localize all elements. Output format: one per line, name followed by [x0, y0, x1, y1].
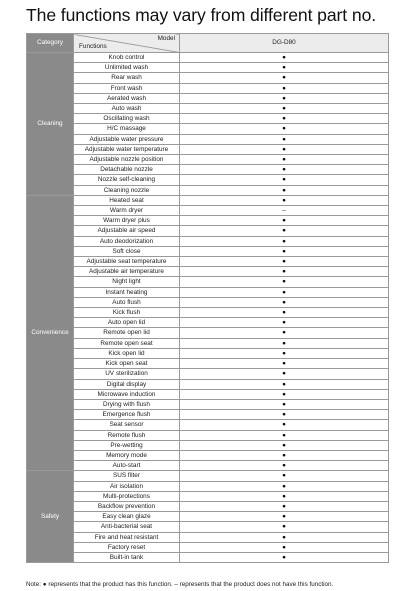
function-cell: Kick open lid [74, 348, 180, 358]
table-row [27, 206, 389, 216]
has-function-dot: ● [180, 532, 389, 542]
table-row [27, 430, 389, 440]
table-row [27, 308, 389, 318]
has-function-dot: ● [180, 104, 389, 114]
table-row [27, 522, 389, 532]
table-row [27, 481, 389, 491]
table-row [27, 246, 389, 256]
table-row [27, 226, 389, 236]
has-function-dot: ● [180, 175, 389, 185]
table-header-row [27, 34, 389, 53]
function-cell: Rear wash [74, 73, 180, 83]
function-cell: Warm dryer [74, 206, 180, 216]
function-cell: Oscillating wash [74, 114, 180, 124]
has-function-dot: ● [180, 348, 389, 358]
function-cell: Auto deodorization [74, 236, 180, 246]
function-cell: Knob control [74, 53, 180, 63]
function-cell: Adjustable water pressure [74, 134, 180, 144]
model-functions-header [74, 34, 180, 53]
has-function-dot: ● [180, 195, 389, 205]
table-row [27, 410, 389, 420]
table-row [27, 124, 389, 134]
table-row [27, 267, 389, 277]
function-cell: Auto flush [74, 297, 180, 307]
table-row [27, 491, 389, 501]
function-cell: Heated seat [74, 195, 180, 205]
function-cell: Soft close [74, 246, 180, 256]
function-cell: Remote flush [74, 430, 180, 440]
has-function-dot: ● [180, 246, 389, 256]
table-row [27, 53, 389, 63]
function-cell: Digital display [74, 379, 180, 389]
table-row [27, 542, 389, 552]
page-title: The functions may vary from different part no. [26, 5, 377, 25]
has-function-dot: ● [180, 450, 389, 460]
function-cell: Backflow prevention [74, 501, 180, 511]
function-cell: Anti-bacterial seat [74, 522, 180, 532]
table-row [27, 63, 389, 73]
function-cell: Seat sensor [74, 420, 180, 430]
no-function-dash: – [180, 206, 389, 216]
has-function-dot: ● [180, 114, 389, 124]
function-cell: Fire and heat resistant [74, 532, 180, 542]
has-function-dot: ● [180, 287, 389, 297]
table-row [27, 328, 389, 338]
category-cell: Safety [27, 471, 74, 563]
table-row [27, 114, 389, 124]
function-table [26, 33, 389, 563]
table-row [27, 389, 389, 399]
table-row [27, 379, 389, 389]
table-row [27, 359, 389, 369]
has-function-dot: ● [180, 542, 389, 552]
table-row [27, 195, 389, 205]
has-function-dot: ● [180, 134, 389, 144]
has-function-dot: ● [180, 410, 389, 420]
table-row [27, 277, 389, 287]
has-function-dot: ● [180, 83, 389, 93]
has-function-dot: ● [180, 552, 389, 562]
function-cell: Factory reset [74, 542, 180, 552]
function-cell: Auto wash [74, 104, 180, 114]
table-row [27, 318, 389, 328]
table-row [27, 461, 389, 471]
has-function-dot: ● [180, 420, 389, 430]
has-function-dot: ● [180, 155, 389, 165]
table-row [27, 287, 389, 297]
function-cell: Microwave induction [74, 389, 180, 399]
table-row [27, 134, 389, 144]
function-cell: Kick flush [74, 308, 180, 318]
has-function-dot: ● [180, 359, 389, 369]
table-row [27, 297, 389, 307]
table-row [27, 348, 389, 358]
function-cell: Adjustable water temperature [74, 144, 180, 154]
has-function-dot: ● [180, 481, 389, 491]
has-function-dot: ● [180, 53, 389, 63]
has-function-dot: ● [180, 471, 389, 481]
has-function-dot: ● [180, 328, 389, 338]
has-function-dot: ● [180, 236, 389, 246]
function-cell: SUS filter [74, 471, 180, 481]
function-cell: Front wash [74, 83, 180, 93]
has-function-dot: ● [180, 369, 389, 379]
function-cell: Adjustable air temperature [74, 267, 180, 277]
has-function-dot: ● [180, 297, 389, 307]
has-function-dot: ● [180, 277, 389, 287]
function-cell: Built-in tank [74, 552, 180, 562]
has-function-dot: ● [180, 226, 389, 236]
table-row [27, 104, 389, 114]
has-function-dot: ● [180, 308, 389, 318]
model-name-header: DG-D80 [180, 34, 389, 53]
function-cell: Instant heating [74, 287, 180, 297]
function-cell: Adjustable air speed [74, 226, 180, 236]
function-table-body [27, 34, 389, 563]
table-row [27, 155, 389, 165]
function-cell: Night light [74, 277, 180, 287]
has-function-dot: ● [180, 267, 389, 277]
function-cell: Remote open seat [74, 338, 180, 348]
footnote: Note: ● represents that the product has this function. – represents that the product does not have this function. [26, 581, 334, 588]
function-cell: Cleaning nozzle [74, 185, 180, 195]
has-function-dot: ● [180, 461, 389, 471]
has-function-dot: ● [180, 440, 389, 450]
function-cell: Memory mode [74, 450, 180, 460]
category-header: Category [27, 34, 74, 53]
table-row [27, 440, 389, 450]
table-row [27, 420, 389, 430]
function-cell: Auto-start [74, 461, 180, 471]
table-row [27, 73, 389, 83]
function-cell: Emergence flush [74, 410, 180, 420]
function-cell: Adjustable nozzle position [74, 155, 180, 165]
has-function-dot: ● [180, 512, 389, 522]
function-cell: Unlimited wash [74, 63, 180, 73]
table-row [27, 471, 389, 481]
table-row [27, 532, 389, 542]
function-cell: Air isolation [74, 481, 180, 491]
table-row [27, 450, 389, 460]
function-cell: Multi-protections [74, 491, 180, 501]
has-function-dot: ● [180, 522, 389, 532]
has-function-dot: ● [180, 318, 389, 328]
category-cell: Convenience [27, 195, 74, 470]
table-row [27, 93, 389, 103]
has-function-dot: ● [180, 124, 389, 134]
model-label: Model [157, 35, 175, 42]
function-cell: Aerated wash [74, 93, 180, 103]
has-function-dot: ● [180, 185, 389, 195]
has-function-dot: ● [180, 379, 389, 389]
table-row [27, 175, 389, 185]
function-cell: Adjustable seat temperature [74, 257, 180, 267]
table-row [27, 257, 389, 267]
has-function-dot: ● [180, 93, 389, 103]
function-cell: Nozzle self-cleaning [74, 175, 180, 185]
function-cell: Kick open seat [74, 359, 180, 369]
has-function-dot: ● [180, 389, 389, 399]
table-row [27, 185, 389, 195]
function-cell: Remote open lid [74, 328, 180, 338]
table-row [27, 501, 389, 511]
table-row [27, 338, 389, 348]
function-cell: Drying with flush [74, 399, 180, 409]
table-row [27, 369, 389, 379]
table-row [27, 83, 389, 93]
has-function-dot: ● [180, 501, 389, 511]
has-function-dot: ● [180, 63, 389, 73]
function-cell: H/C massage [74, 124, 180, 134]
function-cell: Warm dryer plus [74, 216, 180, 226]
table-row [27, 144, 389, 154]
table-row [27, 399, 389, 409]
has-function-dot: ● [180, 216, 389, 226]
table-row [27, 216, 389, 226]
table-row [27, 236, 389, 246]
function-cell: Easy clean glaze [74, 512, 180, 522]
table-row [27, 512, 389, 522]
has-function-dot: ● [180, 73, 389, 83]
has-function-dot: ● [180, 491, 389, 501]
function-cell: Pre-wetting [74, 440, 180, 450]
functions-label: Functions [79, 43, 107, 50]
function-cell: UV sterilization [74, 369, 180, 379]
table-row [27, 552, 389, 562]
has-function-dot: ● [180, 144, 389, 154]
table-row [27, 165, 389, 175]
has-function-dot: ● [180, 399, 389, 409]
category-cell: Cleaning [27, 53, 74, 196]
has-function-dot: ● [180, 165, 389, 175]
has-function-dot: ● [180, 257, 389, 267]
function-cell: Detachable nozzle [74, 165, 180, 175]
function-cell: Auto open lid [74, 318, 180, 328]
has-function-dot: ● [180, 430, 389, 440]
has-function-dot: ● [180, 338, 389, 348]
